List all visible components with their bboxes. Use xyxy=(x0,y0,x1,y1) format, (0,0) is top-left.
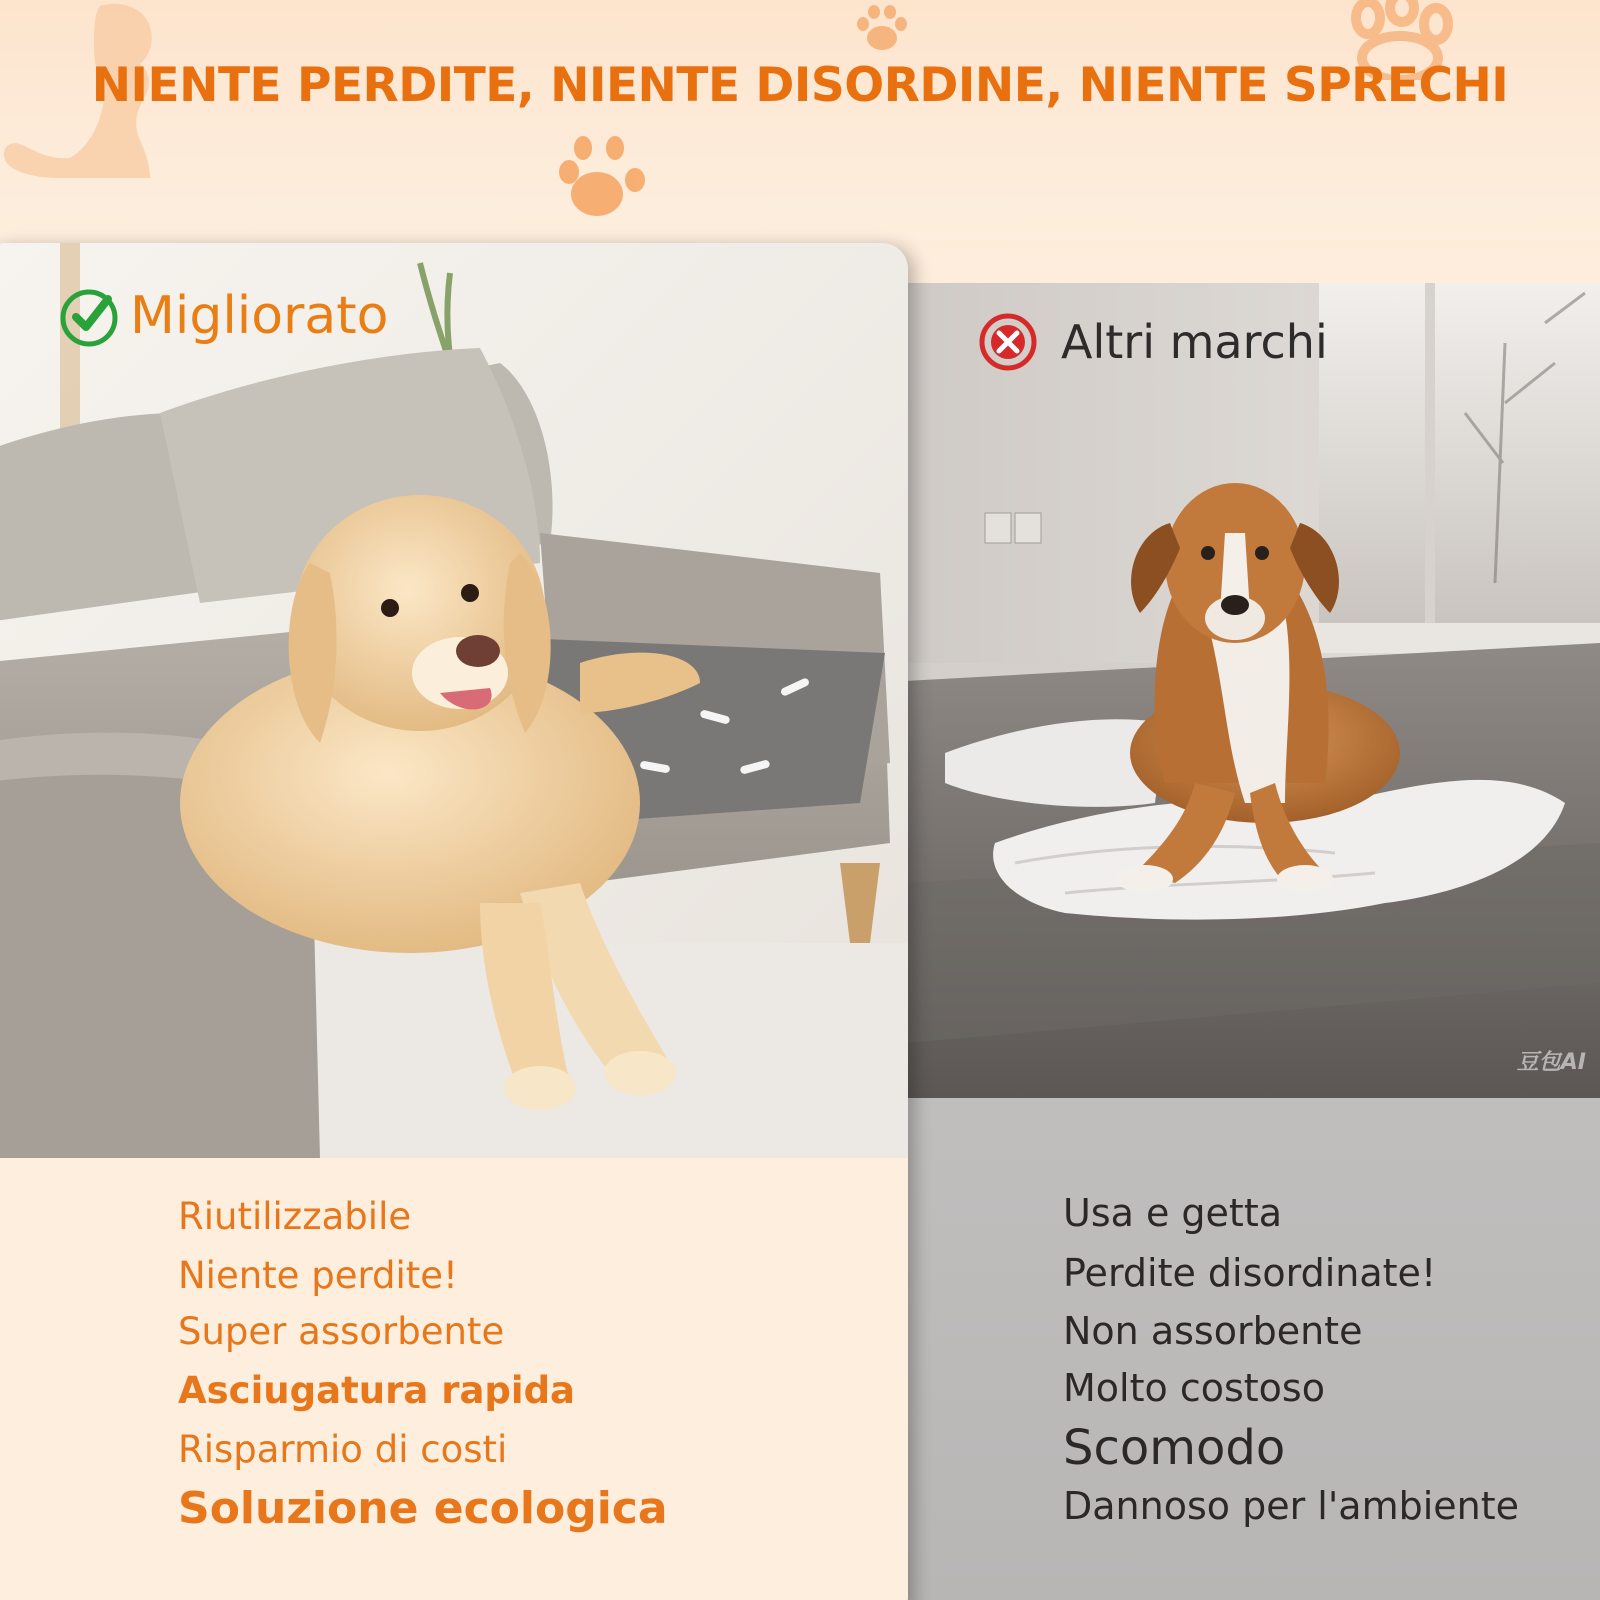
list-item: Usa e getta xyxy=(1063,1191,1283,1235)
dog-on-sofa-illustration xyxy=(0,243,908,1158)
list-item: Molto costoso xyxy=(1063,1366,1325,1410)
watermark: 豆包AI xyxy=(1516,1050,1586,1075)
list-item: Non assorbente xyxy=(1063,1309,1363,1353)
list-item: Asciugatura rapida xyxy=(178,1369,576,1412)
list-item: Riutilizzabile xyxy=(178,1195,412,1238)
check-circle-icon xyxy=(58,285,120,347)
dog-on-paper-illustration xyxy=(905,283,1600,1098)
improved-label: Migliorato xyxy=(130,286,389,346)
x-circle-icon xyxy=(977,311,1039,373)
list-item: Dannoso per l'ambiente xyxy=(1063,1484,1520,1528)
other-brands-label: Altri marchi xyxy=(1061,315,1328,369)
headline: NIENTE PERDITE, NIENTE DISORDINE, NIENTE SPRECHI xyxy=(91,58,1509,113)
other-brands-photo xyxy=(905,283,1600,1098)
list-item: Risparmio di costi xyxy=(178,1428,508,1471)
list-item: Perdite disordinate! xyxy=(1063,1251,1437,1295)
improved-photo xyxy=(0,243,908,1158)
paw-print-icon xyxy=(557,128,657,228)
improved-panel xyxy=(0,243,908,1600)
list-item: Niente perdite! xyxy=(178,1254,458,1297)
list-item: Super assorbente xyxy=(178,1310,505,1353)
other-brands-panel xyxy=(905,283,1600,1600)
improved-tag xyxy=(58,285,388,347)
other-brands-tag xyxy=(977,311,1328,373)
list-item: Soluzione ecologica xyxy=(178,1483,668,1534)
list-item: Scomodo xyxy=(1063,1420,1286,1476)
paw-print-icon xyxy=(853,4,909,56)
